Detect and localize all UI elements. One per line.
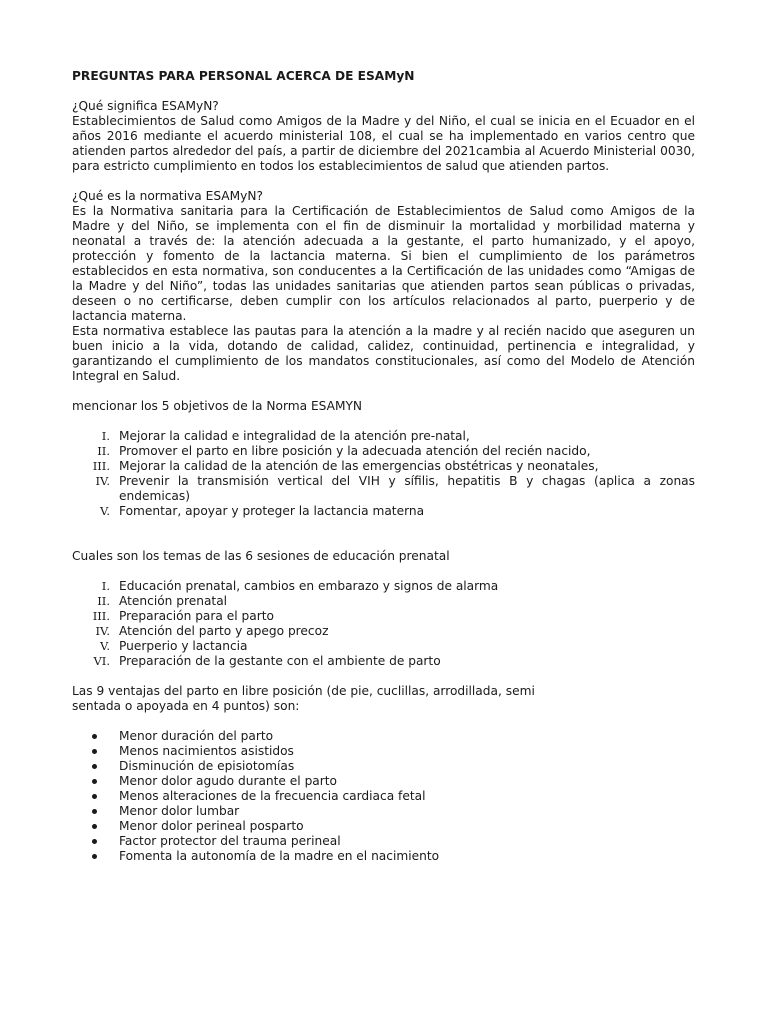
list-item bbox=[72, 804, 695, 819]
document-title: PREGUNTAS PARA PERSONAL ACERCA DE ESAMyN bbox=[72, 69, 415, 83]
list-item bbox=[72, 789, 695, 804]
list-item-text: Menor duración del parto bbox=[119, 729, 274, 743]
list-item bbox=[72, 579, 695, 594]
list-item bbox=[72, 639, 695, 654]
bullet-icon bbox=[92, 854, 97, 859]
list-item bbox=[72, 459, 695, 474]
list-number: VI. bbox=[93, 654, 110, 668]
objetivos-list bbox=[72, 429, 695, 519]
list-item-text: Preparación para el parto bbox=[119, 609, 274, 623]
list-item bbox=[72, 849, 695, 864]
list-item-text: Educación prenatal, cambios en embarazo y signos de alarma bbox=[119, 579, 499, 593]
bullet-icon bbox=[92, 779, 97, 784]
bullet-icon bbox=[92, 809, 97, 814]
list-number: I. bbox=[101, 579, 110, 593]
list-item bbox=[72, 624, 695, 639]
list-item bbox=[72, 744, 695, 759]
bullet-icon bbox=[92, 839, 97, 844]
list-item bbox=[72, 594, 695, 609]
list-item-text: Menos alteraciones de la frecuencia cardiaca fetal bbox=[119, 789, 426, 803]
ventajas-list bbox=[72, 729, 695, 864]
list-item-text: Atención del parto y apego precoz bbox=[119, 624, 329, 638]
list-item bbox=[72, 654, 695, 669]
list-item bbox=[72, 504, 695, 519]
list-item bbox=[72, 444, 695, 459]
list-item-text: Preparación de la gestante con el ambiente de parto bbox=[119, 654, 441, 668]
question-ventajas-line-2: sentada o apoyada en 4 puntos) son: bbox=[72, 699, 300, 713]
list-number: II. bbox=[97, 444, 110, 458]
question-normativa: ¿Qué es la normativa ESAMyN? bbox=[72, 189, 263, 203]
list-number: V. bbox=[100, 639, 110, 653]
list-item-text: Menor dolor lumbar bbox=[119, 804, 240, 818]
list-item-text: Menos nacimientos asistidos bbox=[119, 744, 294, 758]
list-item-text: Mejorar la calidad e integralidad de la atención pre-natal, bbox=[119, 429, 470, 443]
answer-normativa-paragraph-2: Esta normativa establece las pautas para la atención a la madre y al recién nacido que aseguren un buen inicio a la vida, dotando de calidad, calidez, continuidad, pertinencia e integralidad, y garantizando el cumplimiento de los mandatos constitucionales, así como del Modelo de Atención Integral en Salud. bbox=[72, 324, 695, 383]
list-item-text: Factor protector del trauma perineal bbox=[119, 834, 341, 848]
list-item bbox=[72, 819, 695, 834]
list-item bbox=[72, 834, 695, 849]
list-item-text: Menor dolor perineal posparto bbox=[119, 819, 304, 833]
bullet-icon bbox=[92, 794, 97, 799]
list-item-text: Promover el parto en libre posición y la adecuada atención del recién nacido, bbox=[119, 444, 591, 458]
answer-esamyn-meaning: Establecimientos de Salud como Amigos de la Madre y del Niño, el cual se inicia en el Ecuador en el años 2016 mediante el acuerdo ministerial 108, el cual se ha implementado en varios centro que atienden partos alrededor del país, a partir de diciembre del 2021cambia al Acuerdo Ministerial 0030, para estricto cumplimiento en todos los establecimientos de salud que atienden partos. bbox=[72, 114, 695, 173]
list-item-text: Menor dolor agudo durante el parto bbox=[119, 774, 338, 788]
list-item bbox=[72, 729, 695, 744]
list-item bbox=[72, 474, 695, 504]
list-item bbox=[72, 774, 695, 789]
question-esamyn-meaning: ¿Qué significa ESAMyN? bbox=[72, 99, 219, 113]
list-number: IV. bbox=[95, 624, 110, 638]
bullet-icon bbox=[92, 734, 97, 739]
list-item-text: Mejorar la calidad de la atención de las emergencias obstétricas y neonatales, bbox=[119, 459, 599, 473]
list-item-text: Prevenir la transmisión vertical del VIH y sífilis, hepatitis B y chagas (aplica a zonas endemicas) bbox=[119, 474, 695, 503]
answer-normativa-paragraph-1: Es la Normativa sanitaria para la Certificación de Establecimientos de Salud como Amigos de la Madre y del Niño, se implementa con el fin de disminuir la mortalidad y morbilidad materna y neonatal a través de: la atención adecuada a la gestante, el parto humanizado, y el apoyo, protección y fomento de la lactancia materna. Si bien el cumplimiento de los parámetros establecidos en esta normativa, son conducentes a la Certificación de las unidades como “Amigas de la Madre y del Niño”, todas las unidades sanitarias que atienden partos sean públicas o privadas, deseen o no certificarse, deben cumplir con los artículos relacionados al parto, puerperio y de lactancia materna. bbox=[72, 204, 695, 323]
list-number: I. bbox=[101, 429, 110, 443]
document-content bbox=[72, 69, 695, 864]
list-item-text: Fomenta la autonomía de la madre en el nacimiento bbox=[119, 849, 440, 863]
list-item bbox=[72, 429, 695, 444]
question-ventajas-line-1: Las 9 ventajas del parto en libre posición (de pie, cuclillas, arrodillada, semi bbox=[72, 684, 535, 698]
list-item-text: Atención prenatal bbox=[119, 594, 228, 608]
list-number: II. bbox=[97, 594, 110, 608]
bullet-icon bbox=[92, 824, 97, 829]
sesiones-list bbox=[72, 579, 695, 669]
list-item bbox=[72, 759, 695, 774]
list-number: III. bbox=[92, 609, 110, 623]
bullet-icon bbox=[92, 749, 97, 754]
list-number: V. bbox=[100, 504, 110, 518]
question-objetivos: mencionar los 5 objetivos de la Norma ESAMYN bbox=[72, 399, 363, 413]
bullet-icon bbox=[92, 764, 97, 769]
list-item bbox=[72, 609, 695, 624]
list-item-text: Fomentar, apoyar y proteger la lactancia materna bbox=[119, 504, 425, 518]
list-number: IV. bbox=[95, 474, 110, 488]
list-item-text: Disminución de episiotomías bbox=[119, 759, 295, 773]
question-sesiones: Cuales son los temas de las 6 sesiones de educación prenatal bbox=[72, 549, 450, 563]
list-number: III. bbox=[92, 459, 110, 473]
list-item-text: Puerperio y lactancia bbox=[119, 639, 248, 653]
